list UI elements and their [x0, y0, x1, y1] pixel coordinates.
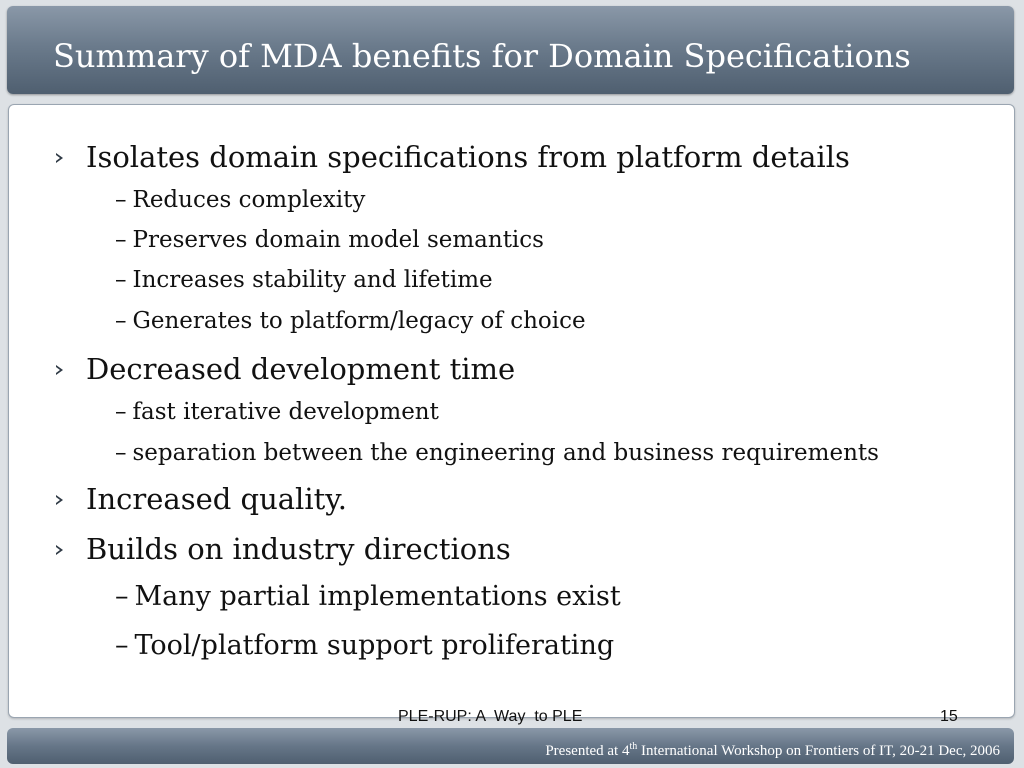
sub-bullet-item: – Increases stability and lifetime	[115, 267, 493, 293]
dash-marker: –	[115, 630, 129, 661]
sub-bullet-item: – Many partial implementations exist	[115, 581, 621, 612]
bullet-item: Increased quality.	[86, 482, 347, 516]
dash-marker: –	[115, 581, 129, 612]
triangle-bullet-icon	[56, 545, 63, 555]
bullet-list	[9, 105, 1014, 717]
sub-bullet-item: – Reduces complexity	[115, 187, 366, 213]
slide-title: Summary of MDA benefits for Domain Specifications	[53, 37, 911, 75]
triangle-bullet-icon	[56, 495, 63, 505]
bullet-item: Decreased development time	[86, 352, 516, 386]
title-bar	[7, 6, 1014, 94]
dash-marker: –	[115, 227, 127, 253]
sub-bullet-item: – Tool/platform support proliferating	[115, 630, 615, 661]
sub-bullet-item: – Preserves domain model semantics	[115, 227, 544, 253]
dash-marker: –	[115, 187, 127, 213]
sub-bullet-item: – Generates to platform/legacy of choice	[115, 308, 586, 334]
triangle-bullet-icon	[56, 365, 63, 375]
bullet-item: Isolates domain specifications from platform details	[86, 140, 850, 174]
dash-marker: –	[115, 267, 127, 293]
content-panel	[8, 104, 1015, 718]
page-number: 15	[940, 708, 958, 725]
bullet-item: Builds on industry directions	[86, 532, 511, 566]
bottom-bar	[7, 728, 1014, 764]
triangle-bullet-icon	[56, 153, 63, 163]
dash-marker: –	[115, 440, 127, 466]
sub-bullet-item: – separation between the engineering and business requirements	[115, 440, 879, 466]
dash-marker: –	[115, 399, 127, 425]
footer-title: PLE-RUP: A Way to PLE	[398, 708, 583, 725]
dash-marker: –	[115, 308, 127, 334]
presented-at-text: Presented at 4th International Workshop on Frontiers of IT, 20-21 Dec, 2006	[545, 741, 1000, 759]
sub-bullet-item: – fast iterative development	[115, 399, 439, 425]
